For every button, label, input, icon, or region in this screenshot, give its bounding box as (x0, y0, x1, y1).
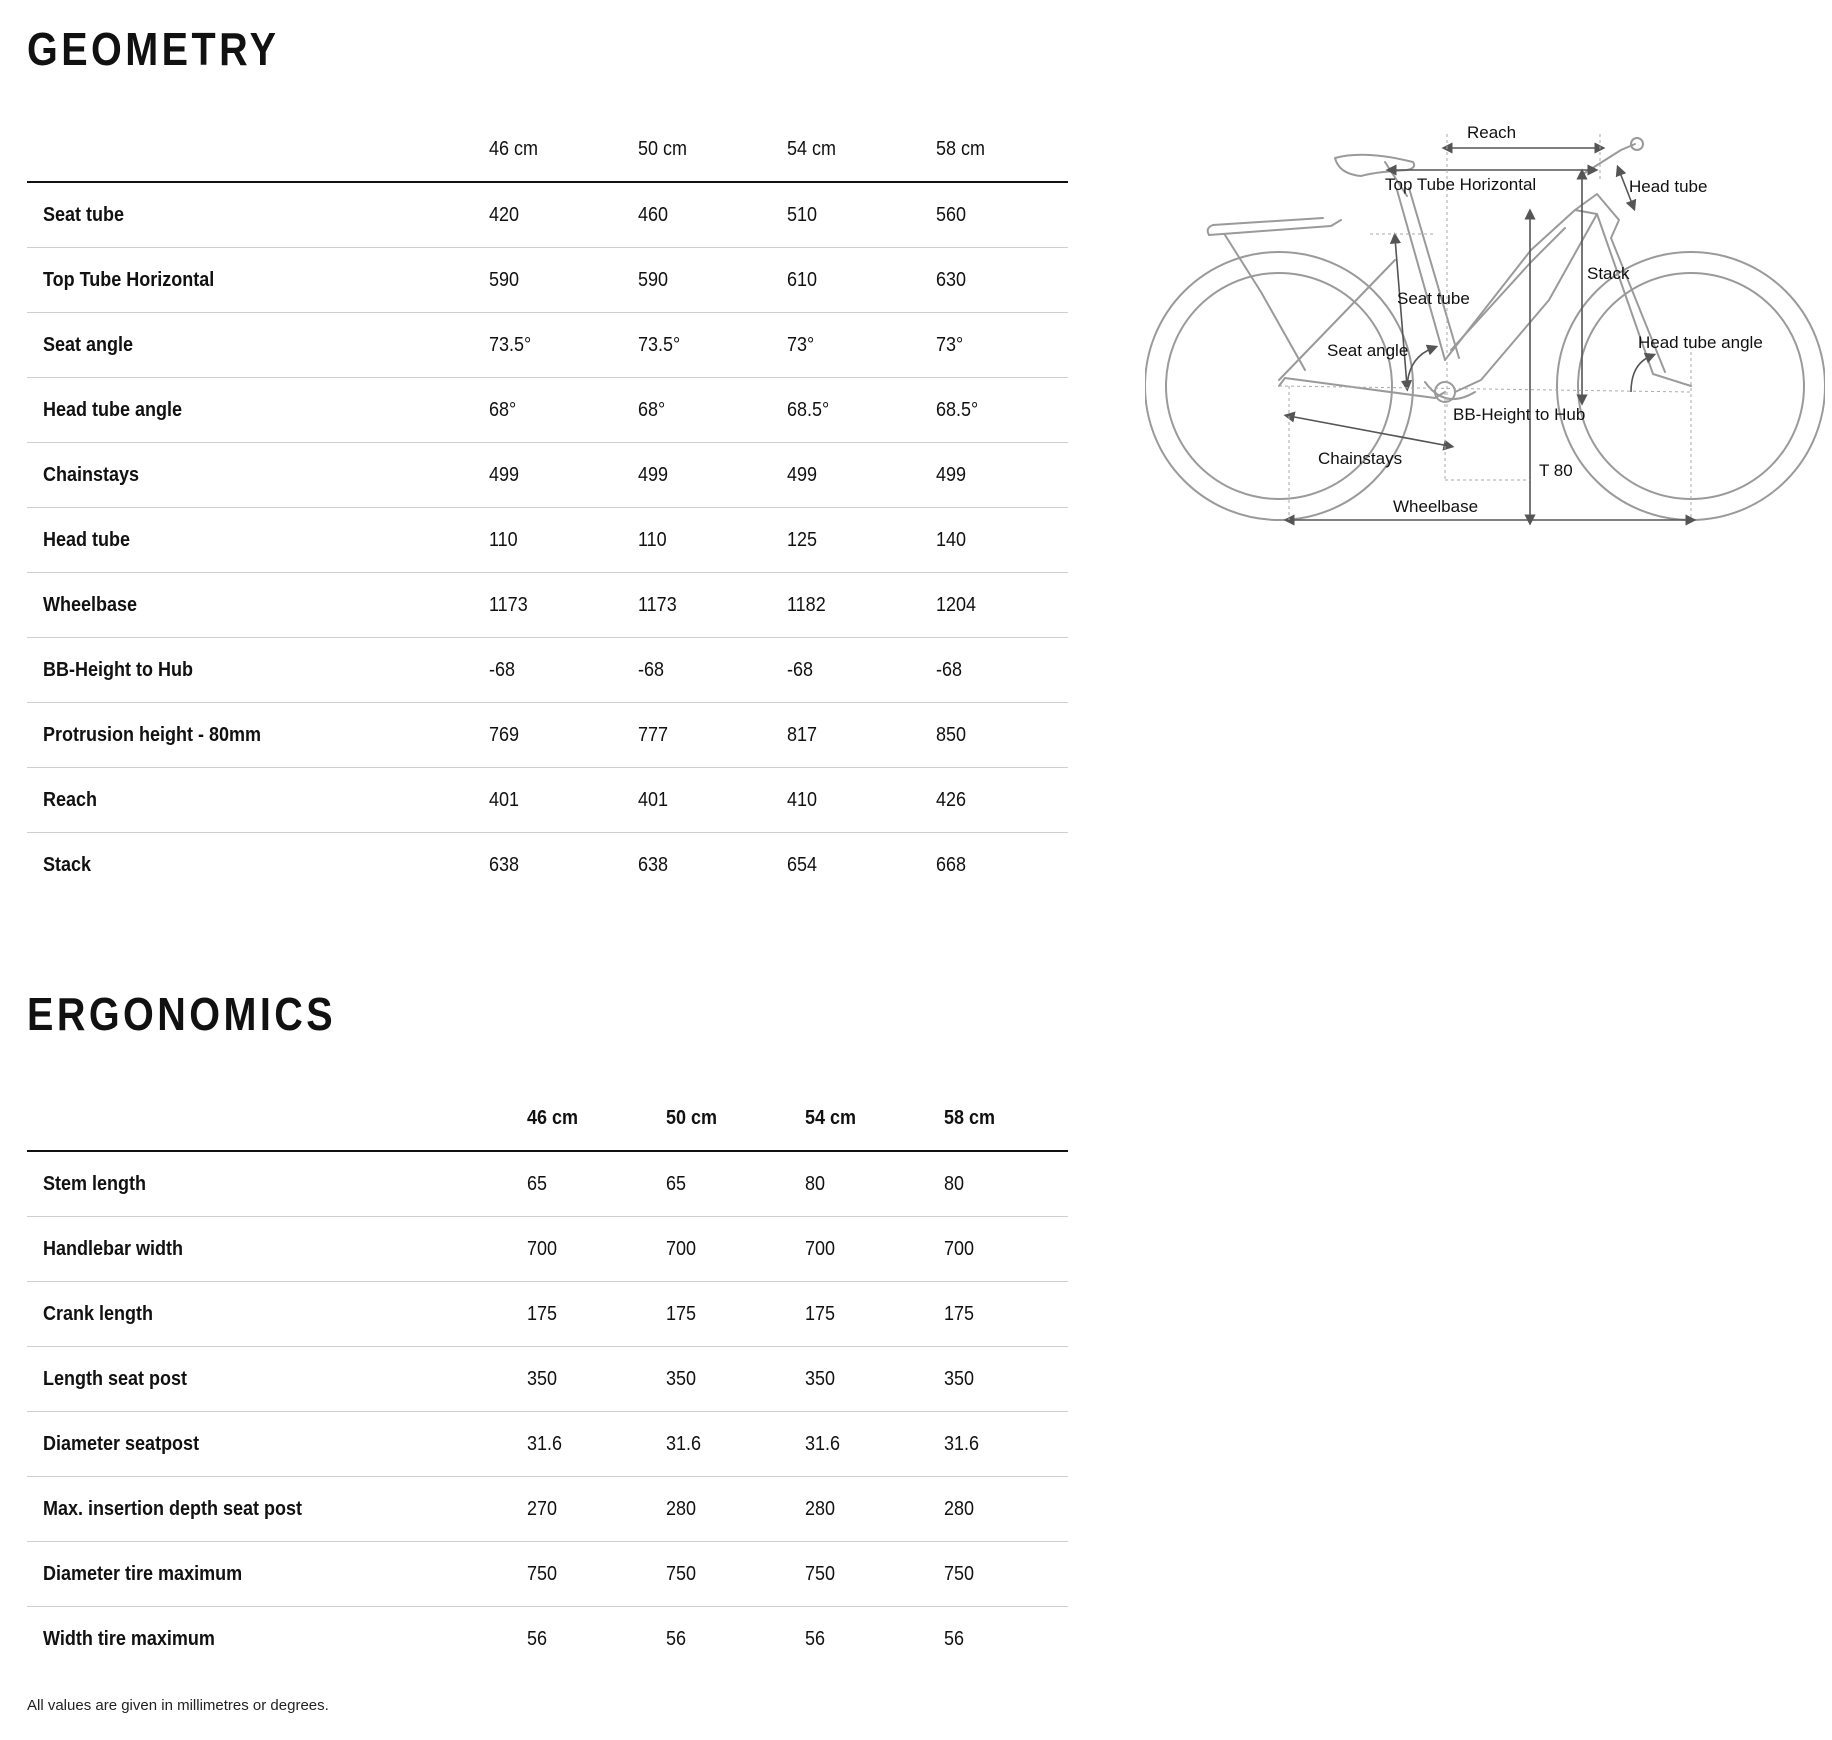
geometry-cell: 110 (489, 508, 638, 573)
geometry-cell: 499 (638, 443, 787, 508)
geometry-cell: 110 (638, 508, 787, 573)
geometry-cell: 510 (787, 182, 936, 248)
geometry-cell: 68.5° (936, 378, 1068, 443)
ergonomics-row (27, 1151, 1068, 1217)
geometry-row-label: Seat angle (27, 313, 489, 378)
geometry-row (27, 508, 1068, 573)
diagram-label-reach: Reach (1467, 123, 1517, 142)
seat-tube-shape (1397, 188, 1459, 360)
ergonomics-row-label: Diameter seatpost (27, 1412, 527, 1477)
ergonomics-col-54: 54 cm (805, 1086, 944, 1151)
ergonomics-cell: 175 (805, 1282, 944, 1347)
ergonomics-row (27, 1477, 1068, 1542)
geometry-row (27, 833, 1068, 898)
ergonomics-cell: 65 (527, 1151, 666, 1217)
geometry-row (27, 248, 1068, 313)
ergonomics-cell: 350 (527, 1347, 666, 1412)
geometry-header-row (27, 117, 1068, 182)
ergonomics-cell: 270 (527, 1477, 666, 1542)
seat-angle-arc (1407, 348, 1433, 390)
ergonomics-cell: 750 (527, 1542, 666, 1607)
saddle (1335, 155, 1414, 176)
ergonomics-row (27, 1412, 1068, 1477)
ergonomics-cell: 31.6 (805, 1412, 944, 1477)
ergonomics-header-empty (27, 1086, 527, 1151)
geometry-cell: 410 (787, 768, 936, 833)
diagram-label-seat-angle: Seat angle (1327, 341, 1409, 360)
ergonomics-cell: 80 (944, 1151, 1068, 1217)
geometry-col-58: 58 cm (936, 117, 1068, 182)
ergonomics-cell: 700 (805, 1217, 944, 1282)
geometry-cell: 499 (489, 443, 638, 508)
geometry-cell: 769 (489, 703, 638, 768)
geometry-row-label: BB-Height to Hub (27, 638, 489, 703)
geometry-cell: 420 (489, 182, 638, 248)
diagram-label-top-tube: Top Tube Horizontal (1385, 175, 1537, 194)
ergonomics-cell: 175 (944, 1282, 1068, 1347)
ergonomics-row (27, 1542, 1068, 1607)
ergonomics-row-label: Length seat post (27, 1347, 527, 1412)
diagram-label-head-tube-angle: Head tube angle (1638, 333, 1763, 352)
ergonomics-title: ERGONOMICS (27, 988, 337, 1040)
geometry-row (27, 182, 1068, 248)
ergonomics-cell: 56 (805, 1627, 826, 1650)
ergonomics-cell: 56 (527, 1627, 548, 1650)
geometry-row (27, 443, 1068, 508)
ergonomics-row (27, 1607, 1068, 1672)
ergonomics-cell: 31.6 (944, 1412, 1068, 1477)
geometry-cell: -68 (489, 638, 638, 703)
geometry-cell: 140 (936, 508, 1068, 573)
geometry-row-label: Seat tube (27, 182, 489, 248)
ergonomics-cell: 350 (666, 1347, 805, 1412)
geometry-cell: 610 (787, 248, 936, 313)
ergonomics-row (27, 1282, 1068, 1347)
geometry-table (27, 117, 1068, 897)
diagram-label-t80: T 80 (1539, 461, 1573, 480)
ergonomics-cell: 31.6 (527, 1412, 666, 1477)
geometry-row-label: Chainstays (27, 443, 489, 508)
ergonomics-table (27, 1086, 1068, 1671)
geometry-col-54: 54 cm (787, 117, 936, 182)
geometry-cell: -68 (936, 638, 1068, 703)
geometry-row-label: Head tube (27, 508, 489, 573)
geometry-cell: 560 (936, 182, 1068, 248)
geometry-cell: 73° (787, 313, 936, 378)
ergonomics-cell: 175 (666, 1282, 805, 1347)
ergonomics-cell: 56 (666, 1627, 687, 1650)
ergonomics-cell: 750 (944, 1542, 1068, 1607)
geometry-row-label: Wheelbase (27, 573, 489, 638)
ergonomics-cell: 31.6 (666, 1412, 805, 1477)
geometry-cell: 68° (489, 378, 638, 443)
ergonomics-cell: 280 (805, 1477, 944, 1542)
geometry-cell: 630 (936, 248, 1068, 313)
geometry-cell: 668 (936, 853, 967, 876)
geometry-cell: 73° (936, 313, 1068, 378)
ergonomics-cell: 80 (805, 1151, 944, 1217)
ergonomics-row-label: Crank length (27, 1282, 527, 1347)
ergonomics-row-label: Diameter tire maximum (27, 1542, 527, 1607)
geometry-cell: 499 (936, 443, 1068, 508)
ergonomics-cell: 700 (666, 1217, 805, 1282)
diagram-label-seat-tube: Seat tube (1397, 289, 1470, 308)
geometry-cell: 590 (489, 248, 638, 313)
ergonomics-cell: 280 (666, 1477, 805, 1542)
geometry-cell: 460 (638, 182, 787, 248)
diagram-label-bb-height: BB-Height to Hub (1453, 405, 1586, 424)
seat-tube-arrow (1395, 238, 1407, 386)
geometry-cell: 817 (787, 703, 936, 768)
rear-rack (1208, 218, 1341, 370)
geometry-cell: 401 (489, 768, 638, 833)
ergonomics-row-label: Width tire maximum (43, 1627, 215, 1650)
ergonomics-row-label: Max. insertion depth seat post (27, 1477, 527, 1542)
ergonomics-row-label: Stem length (27, 1151, 527, 1217)
geometry-col-46: 46 cm (489, 117, 638, 182)
ergonomics-cell: 750 (805, 1542, 944, 1607)
geometry-row (27, 638, 1068, 703)
ergonomics-header-row (27, 1086, 1068, 1151)
geometry-row-label: Top Tube Horizontal (27, 248, 489, 313)
geometry-cell: 125 (787, 508, 936, 573)
geometry-row-label: Protrusion height - 80mm (27, 703, 489, 768)
geometry-cell: -68 (638, 638, 787, 703)
geometry-cell: 73.5° (489, 313, 638, 378)
ergonomics-cell: 175 (527, 1282, 666, 1347)
ergonomics-col-58: 58 cm (944, 1086, 1068, 1151)
geometry-cell: 638 (638, 853, 669, 876)
geometry-cell: 401 (638, 768, 787, 833)
geometry-cell: -68 (787, 638, 936, 703)
ergonomics-cell: 56 (944, 1627, 965, 1650)
geometry-cell: 68.5° (787, 378, 936, 443)
ergonomics-row-label: Handlebar width (27, 1217, 527, 1282)
geometry-cell: 638 (489, 853, 520, 876)
ergonomics-cell: 350 (944, 1347, 1068, 1412)
geometry-row (27, 313, 1068, 378)
geometry-cell: 777 (638, 703, 787, 768)
ergonomics-cell: 65 (666, 1151, 805, 1217)
geometry-cell: 1204 (936, 573, 1068, 638)
ergonomics-cell: 280 (944, 1477, 1068, 1542)
geometry-cell: 590 (638, 248, 787, 313)
geometry-cell: 1173 (489, 573, 638, 638)
geometry-cell: 73.5° (638, 313, 787, 378)
diagram-label-chainstays: Chainstays (1318, 449, 1403, 468)
geometry-row (27, 378, 1068, 443)
chainring (1425, 382, 1475, 399)
geometry-cell: 499 (787, 443, 936, 508)
ergonomics-col-50: 50 cm (666, 1086, 805, 1151)
geometry-cell: 1173 (638, 573, 787, 638)
ergonomics-col-46: 46 cm (527, 1086, 666, 1151)
ergonomics-cell: 700 (527, 1217, 666, 1282)
footnote: All values are given in millimetres or degrees. (27, 1697, 329, 1714)
geometry-cell: 850 (936, 703, 1068, 768)
geometry-row (27, 703, 1068, 768)
geometry-row (27, 768, 1068, 833)
geometry-row-label: Reach (27, 768, 489, 833)
geometry-row-label: Stack (43, 853, 92, 876)
geometry-col-50: 50 cm (638, 117, 787, 182)
ergonomics-cell: 750 (666, 1542, 805, 1607)
ergonomics-cell: 350 (805, 1347, 944, 1412)
ergonomics-cell: 700 (944, 1217, 1068, 1282)
geometry-cell: 68° (638, 378, 787, 443)
geometry-header-empty (27, 117, 489, 182)
diagram-label-head-tube: Head tube (1629, 177, 1708, 196)
diagram-label-wheelbase: Wheelbase (1393, 497, 1479, 516)
ergonomics-row (27, 1217, 1068, 1282)
geometry-cell: 1182 (787, 573, 936, 638)
chainstay (1279, 378, 1445, 398)
geometry-row (27, 573, 1068, 638)
diagram-label-stack: Stack (1587, 264, 1630, 283)
seatstay (1279, 260, 1395, 380)
ergonomics-row (27, 1347, 1068, 1412)
chainstays-arrow (1289, 416, 1449, 446)
geometry-cell: 654 (787, 853, 818, 876)
bike-geometry-diagram (1145, 110, 1825, 540)
geometry-title: GEOMETRY (27, 23, 280, 75)
geometry-row-label: Head tube angle (27, 378, 489, 443)
geometry-cell: 426 (936, 768, 1068, 833)
